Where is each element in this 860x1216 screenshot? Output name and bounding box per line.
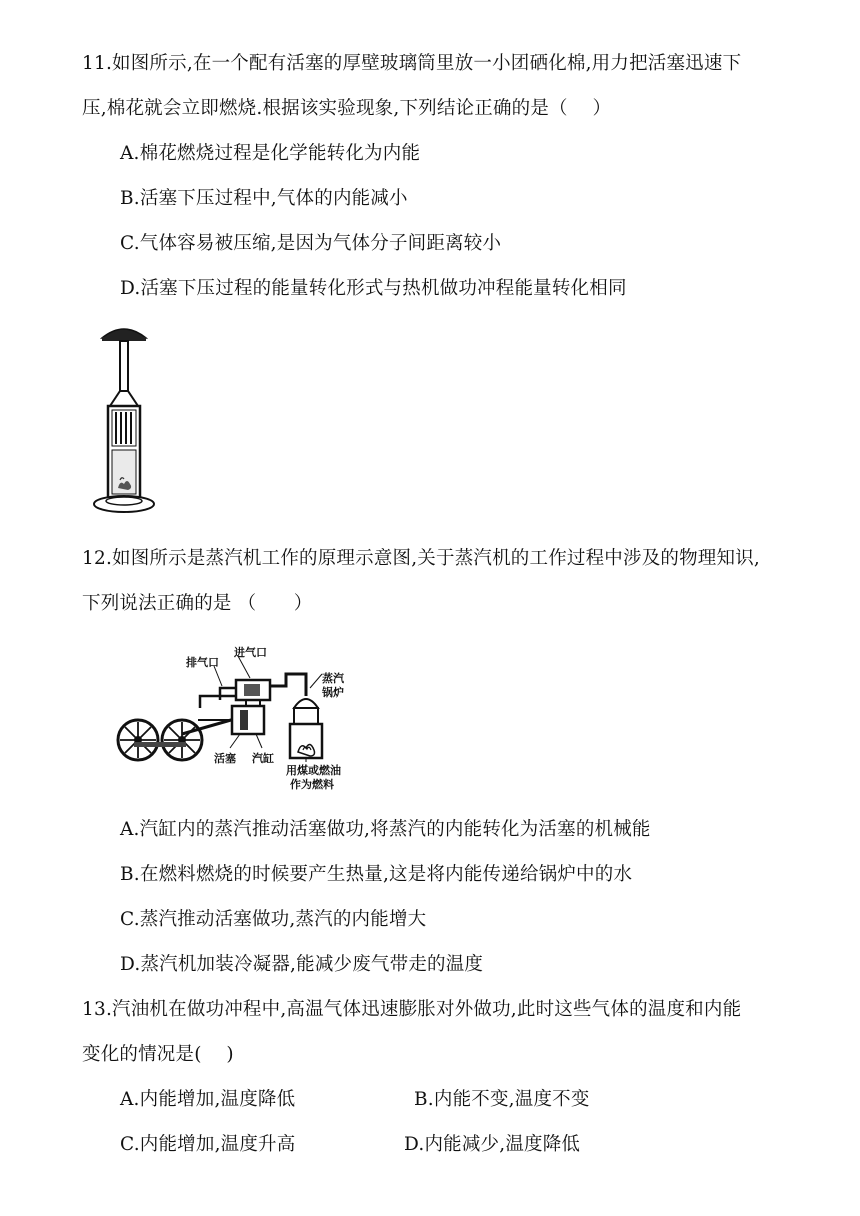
label-boiler-2: 锅炉 — [322, 686, 344, 699]
q11-option-d: D.活塞下压过程的能量转化形式与热机做功冲程能量转化相同 — [120, 278, 627, 299]
q13-option-b: B.内能不变,温度不变 — [414, 1089, 590, 1110]
q13-option-d: D.内能减少,温度降低 — [404, 1134, 581, 1155]
q13-option-c: C.内能增加,温度升高 — [120, 1134, 296, 1155]
q11-option-a: A.棉花燃烧过程是化学能转化为内能 — [120, 143, 421, 164]
q13-option-a: A.内能增加,温度降低 — [120, 1089, 296, 1110]
label-cylinder: 汽缸 — [252, 752, 274, 765]
label-exhaust: 排气口 — [186, 656, 219, 669]
q12-option-b: B.在燃料燃烧的时候要产生热量,这是将内能传递给锅炉中的水 — [120, 864, 633, 885]
glass-cylinder-figure — [88, 320, 160, 514]
label-intake: 进气口 — [234, 646, 267, 659]
q11-stem-line-2: 压,棉花就会立即燃烧.根据该实验现象,下列结论正确的是（ ） — [82, 98, 612, 119]
label-boiler-1: 蒸汽 — [322, 672, 344, 685]
q12-option-d: D.蒸汽机加装冷凝器,能减少废气带走的温度 — [120, 954, 484, 975]
q12-option-a: A.汽缸内的蒸汽推动活塞做功,将蒸汽的内能转化为活塞的机械能 — [120, 819, 651, 840]
q12-stem-line-2: 下列说法正确的是 （ ） — [82, 593, 313, 614]
steam-engine-figure — [110, 644, 370, 792]
label-fuel-1: 用煤或燃油 — [286, 764, 341, 777]
q11-option-b: B.活塞下压过程中,气体的内能减小 — [120, 188, 408, 209]
q13-stem-line-2: 变化的情况是( ) — [82, 1044, 234, 1065]
q12-stem-line-1: 12.如图所示是蒸汽机工作的原理示意图,关于蒸汽机的工作过程中涉及的物理知识, — [82, 548, 760, 569]
q13-stem-line-1: 13.汽油机在做功冲程中,高温气体迅速膨胀对外做功,此时这些气体的温度和内能 — [82, 999, 742, 1020]
q11-stem-line-1: 11.如图所示,在一个配有活塞的厚壁玻璃筒里放一小团硒化棉,用力把活塞迅速下 — [82, 53, 742, 74]
q12-option-c: C.蒸汽推动活塞做功,蒸汽的内能增大 — [120, 909, 427, 930]
label-piston: 活塞 — [214, 752, 236, 765]
label-fuel-2: 作为燃料 — [290, 778, 334, 791]
q11-option-c: C.气体容易被压缩,是因为气体分子间距离较小 — [120, 233, 502, 254]
